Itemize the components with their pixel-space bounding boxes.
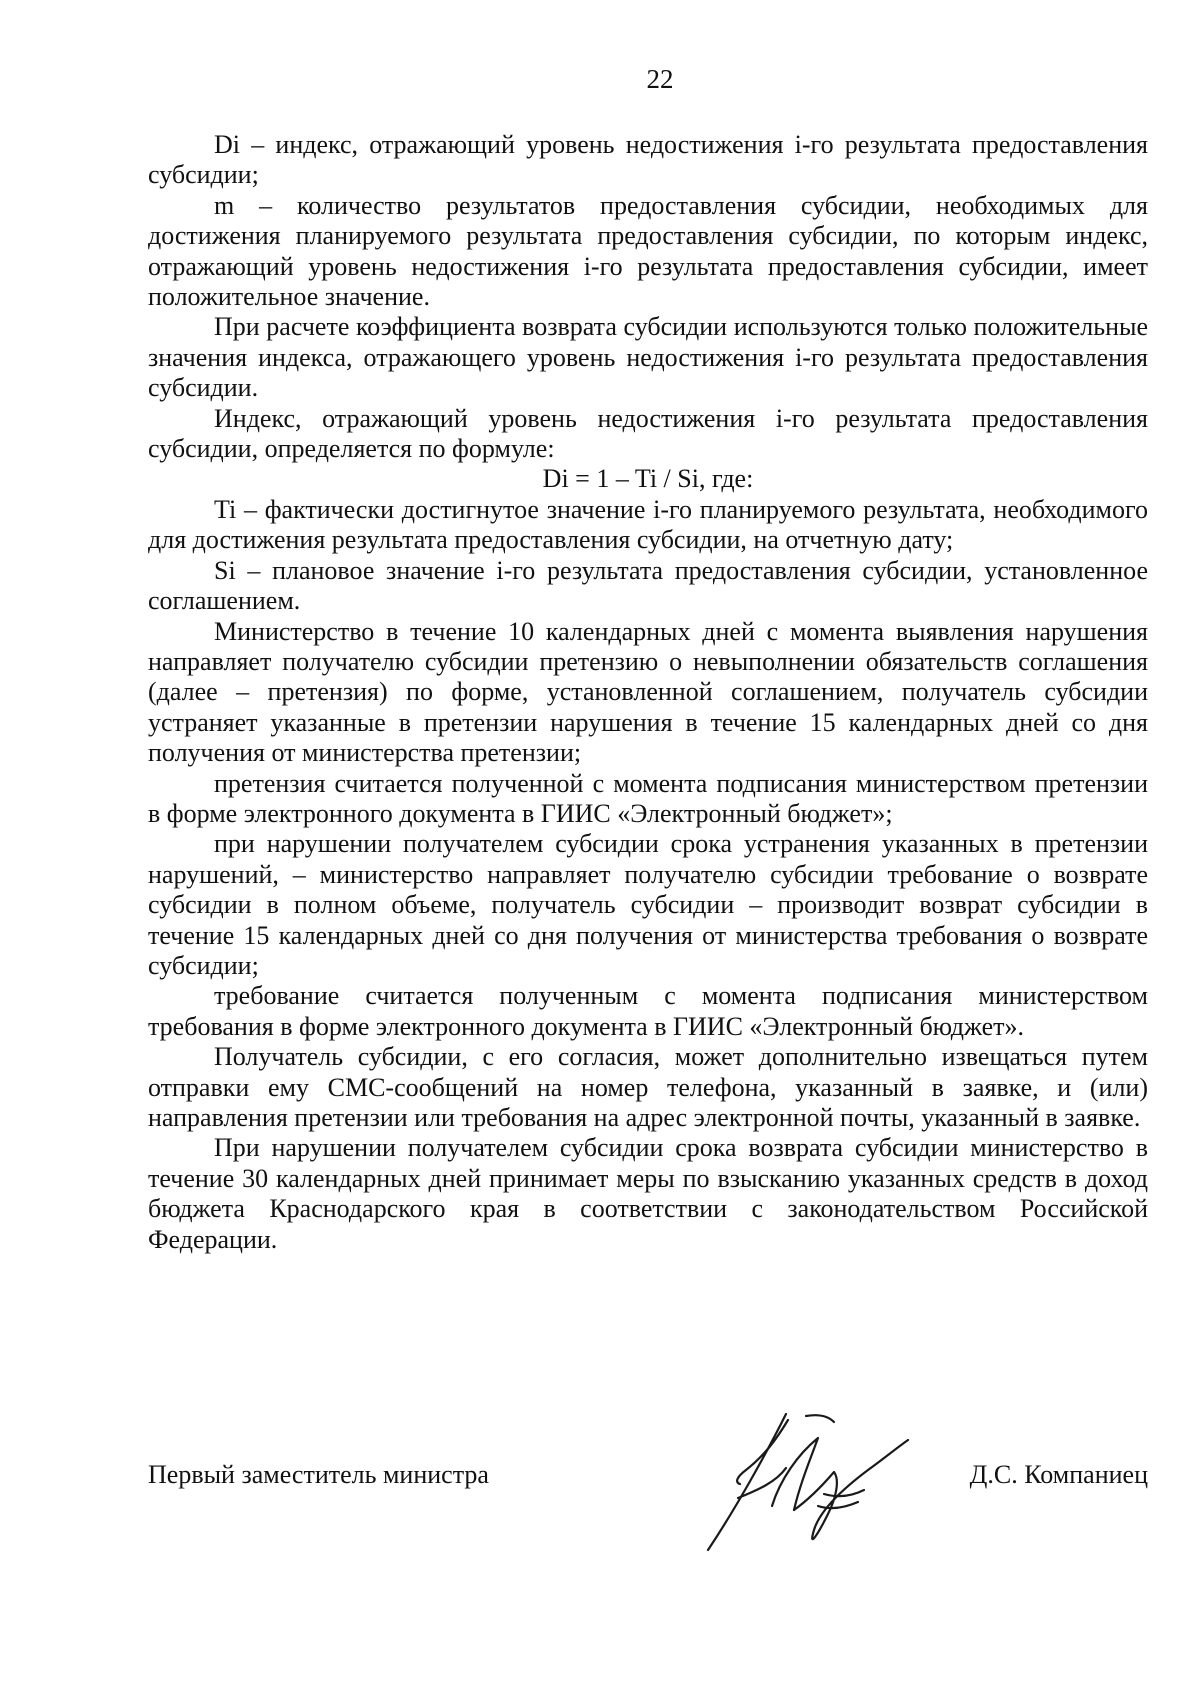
paragraph-sms-notification: Получатель субсидии, с его согласия, может дополнительно извещаться путем отправки ему СМС-сообщений на номер телефона, указанный в заявке, и (или) направления претензии или требования на адрес электронной почты, указанный в заявке. — [148, 1042, 1148, 1132]
document-body — [148, 130, 1148, 1255]
handwritten-signature — [668, 1410, 928, 1560]
signer-name: Д.С. Компаниец — [969, 1460, 1148, 1489]
paragraph-claim-received: претензия считается полученной с момента подписания министерством претензии в форме электронного документа в ГИИС «Электронный бюджет»; — [148, 768, 1148, 828]
paragraph-recovery-measures: При нарушении получателем субсидии срока возврата субсидии министерство в течение 30 календарных дней принимает меры по взысканию указанных средств в доход бюджета Краснодарского края в соответствии с законодательством Российской Федерации. — [148, 1133, 1148, 1254]
signer-title: Первый заместитель министра — [148, 1460, 489, 1489]
signature-block — [148, 1410, 1148, 1560]
paragraph-di-definition: Di – индекс, отражающий уровень недостижения i-го результата предоставления субсидии; — [148, 130, 1148, 190]
paragraph-ministry-claim: Министерство в течение 10 календарных дней с момента выявления нарушения направляет получателю субсидии претензию о невыполнении обязательств соглашения (далее – претензия) по форме, установленной соглашением, получатель субсидии устраняет указанные в претензии нарушения в течение 15 календарных дней со дня получения от министерства претензии; — [148, 616, 1148, 768]
formula: Di = 1 – Ti / Si, где: — [542, 464, 754, 494]
paragraph-index-formula-intro: Индекс, отражающий уровень недостижения i-го результата предоставления субсидии, определяется по формуле: — [148, 403, 1148, 464]
paragraph-positive-values: При расчете коэффициента возврата субсидии используются только положительные значения индекса, отражающего уровень недостижения i-го результата предоставления субсидии. — [148, 312, 1148, 403]
paragraph-si-definition: Si – плановое значение i-го результата предоставления субсидии, установленное соглашением. — [148, 555, 1148, 616]
paragraph-ti-definition: Ti – фактически достигнутое значение i-го планируемого результата, необходимого для достижения результата предоставления субсидии, на отчетную дату; — [148, 494, 1148, 555]
paragraph-violation-deadline: при нарушении получателем субсидии срока устранения указанных в претензии нарушений, – министерство направляет получателю субсидии требование о возврате субсидии в полном объеме, получатель субсидии – производит возврат субсидии в течение 15 календарных дней со дня получения от министерства требования о возврате субсидии; — [148, 829, 1148, 980]
paragraph-m-definition: m – количество результатов предоставления субсидии, необходимых для достижения планируемого результата предоставления субсидии, по которым индекс, отражающий уровень недостижения i-го результата предоставления субсидии, имеет положительное значение. — [148, 190, 1148, 312]
page-number: 22 — [646, 64, 674, 94]
paragraph-requirement-received: требование считается полученным с момента подписания министерством требования в форме электронного документа в ГИИС «Электронный бюджет». — [148, 981, 1148, 1041]
